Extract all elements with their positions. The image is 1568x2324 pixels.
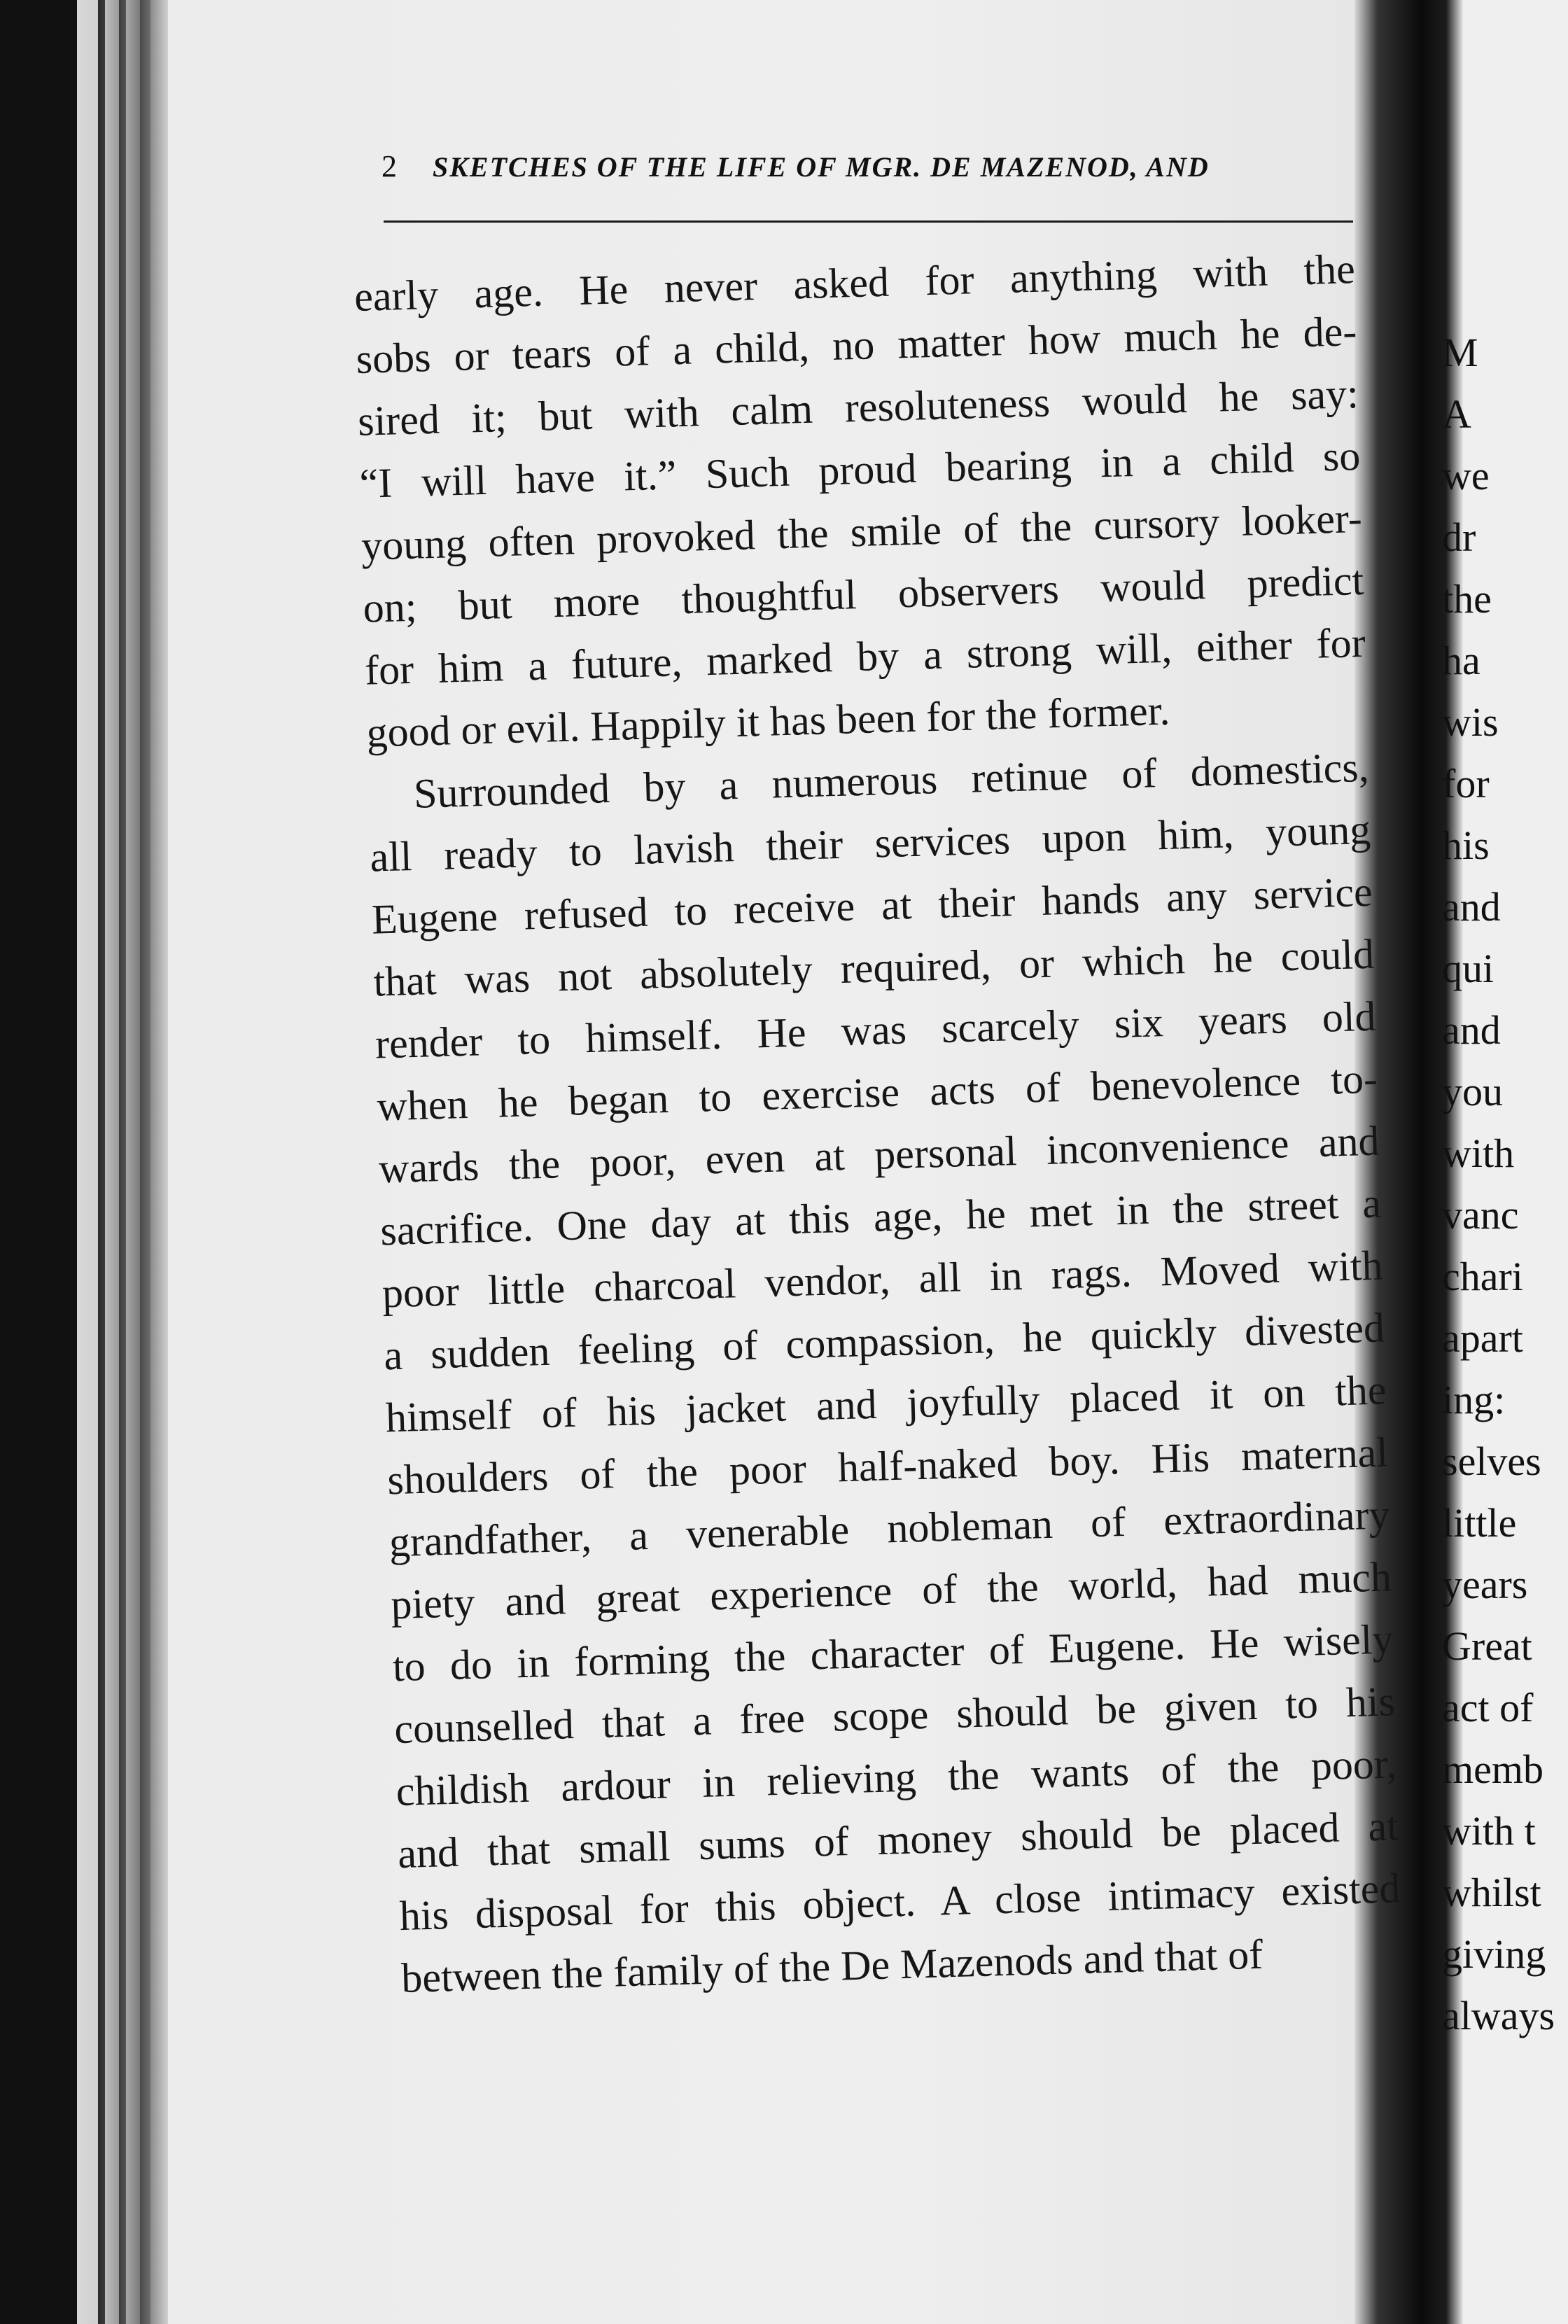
text-line: and that small sums of money should be placed at [397, 1802, 1399, 1877]
body-text [354, 238, 1403, 2010]
text-line: “I will have it.” Such proud bearing in a child so [358, 432, 1362, 507]
facing-page-fragment: you [1442, 1069, 1503, 1114]
text-line: sobs or tears of a child, no matter how much he de- [355, 308, 1358, 382]
text-line: when he began to exercise acts of benevolence to- [376, 1055, 1378, 1130]
facing-page-fragment: and [1442, 1007, 1501, 1053]
text-line: grandfather, a venerable nobleman of extraordinary [388, 1491, 1391, 1566]
text-line: sired it; but with calm resoluteness would he say: [357, 370, 1359, 444]
text-line: wards the poor, even at personal inconvenience and [378, 1117, 1380, 1192]
facing-page-fragment: with t [1442, 1808, 1536, 1854]
facing-page-fragment: chari [1442, 1254, 1523, 1299]
facing-page-fragment: M [1442, 330, 1478, 375]
text-line: a sudden feeling of compassion, he quickly divested [383, 1304, 1385, 1379]
header-rule [384, 220, 1353, 223]
facing-page-fragment: we [1442, 453, 1490, 498]
facing-page-fragment: and [1442, 884, 1501, 930]
facing-page-fragment: selves [1442, 1438, 1541, 1484]
facing-page-fragment: for [1442, 761, 1490, 806]
text-line: on; but more thoughtful observers would predict [362, 556, 1365, 631]
facing-page-fragment: memb [1442, 1746, 1544, 1792]
facing-page-fragment: his [1442, 822, 1490, 868]
text-line: piety and great experience of the world, had much [390, 1553, 1392, 1628]
text-line: for him a future, marked by a strong will, either for [364, 619, 1366, 694]
facing-page-fragment: with [1442, 1130, 1515, 1176]
text-line: early age. He never asked for anything with the [354, 246, 1356, 320]
facing-page-fragment: whilst [1442, 1870, 1541, 1915]
facing-page-fragment: giving [1442, 1931, 1546, 1977]
facing-page-fragment: the [1442, 576, 1492, 622]
facing-page-fragment: ing: [1442, 1377, 1506, 1422]
facing-page-fragment: apart [1442, 1315, 1523, 1361]
facing-page-fragment: little [1442, 1500, 1517, 1546]
paragraph-1 [354, 238, 1368, 764]
text-line: himself of his jacket and joyfully placed it on the [385, 1366, 1387, 1441]
text-line: all ready to lavish their services upon him, young [369, 806, 1371, 881]
book-page-edges [0, 0, 182, 2324]
paragraph-2 [368, 736, 1403, 2010]
text-line: shoulders of the poor half-naked boy. His maternal [386, 1429, 1389, 1504]
text-line: to do in forming the character of Eugene. He wisely [391, 1616, 1394, 1690]
text-line: Surrounded by a numerous retinue of domestics, [413, 743, 1370, 817]
facing-page-fragment: vanc [1442, 1192, 1519, 1238]
running-title: SKETCHES OF THE LIFE OF MGR. DE MAZENOD, AND [433, 151, 1210, 183]
text-line: render to himself. He was scarcely six years old [374, 993, 1377, 1068]
text-line: counselled that a free scope should be given to his [393, 1678, 1396, 1753]
text-line: sacrifice. One day at this age, he met in the street a [379, 1180, 1382, 1254]
facing-page-text [1442, 322, 1555, 2047]
text-line: that was not absolutely required, or which he could [372, 930, 1375, 1005]
facing-page-fragment: A [1442, 391, 1471, 437]
facing-page-fragment: ha [1442, 638, 1480, 683]
page-number: 2 [382, 149, 397, 183]
facing-page-fragment: always [1442, 1993, 1555, 2038]
text-line: good or evil. Happily it has been for the former. [365, 687, 1171, 756]
facing-page-fragment: act of [1442, 1685, 1534, 1730]
text-line: poor little charcoal vendor, all in rags. Moved with [382, 1242, 1384, 1317]
facing-page [1421, 0, 1568, 2324]
text-line: young often provoked the smile of the cursory looker- [360, 494, 1363, 569]
text-line: Eugene refused to receive at their hands any service [371, 868, 1373, 943]
facing-page-fragment: qui [1442, 946, 1494, 991]
text-line: between the family of the De Mazenods and that of [400, 1931, 1264, 2002]
text-line: childish ardour in relieving the wants of the poor, [395, 1740, 1398, 1815]
facing-page-fragment: wis [1442, 699, 1499, 745]
facing-page-fragment: years [1442, 1562, 1528, 1607]
running-header [382, 148, 1354, 184]
text-line: his disposal for this object. A close intimacy existed [398, 1865, 1401, 1940]
facing-page-fragment: dr [1442, 514, 1476, 560]
facing-page-fragment: Great [1442, 1623, 1532, 1669]
